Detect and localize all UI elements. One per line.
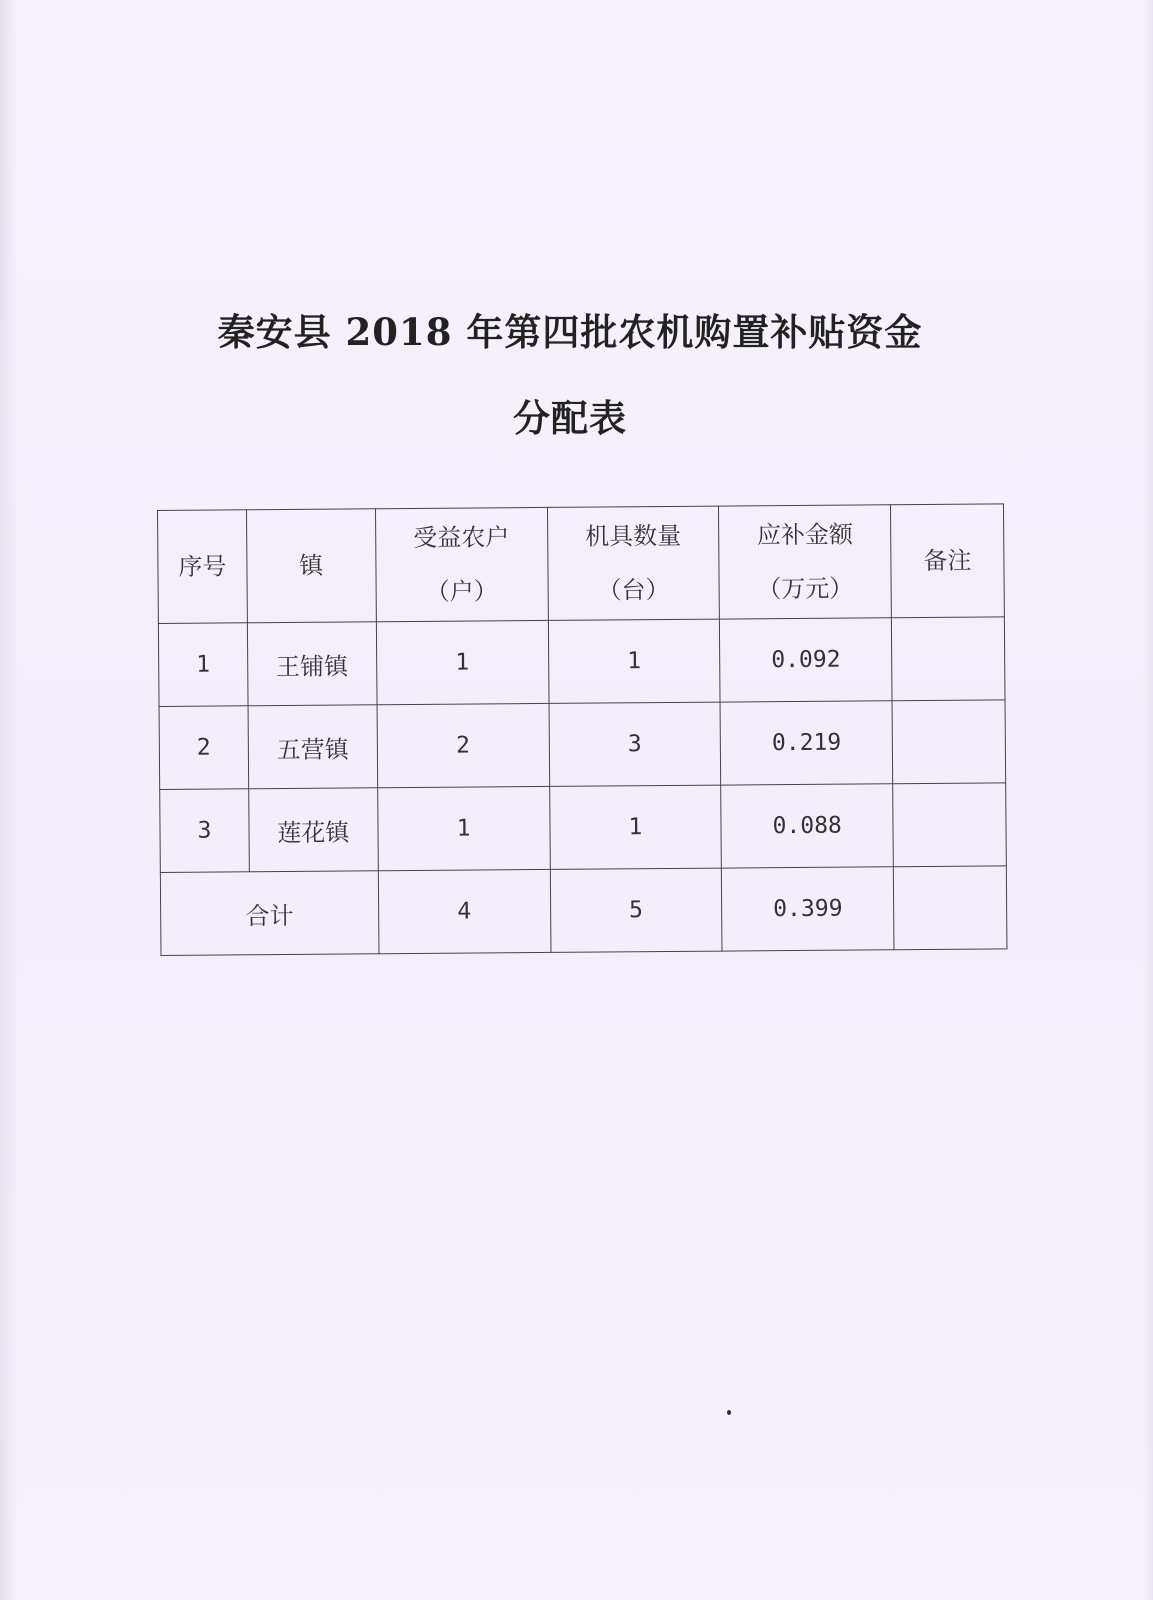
row-seq: 3 bbox=[160, 789, 250, 873]
page-right-edge-shadow bbox=[1143, 0, 1153, 1600]
row-machines: 1 bbox=[549, 785, 721, 869]
allocation-table bbox=[157, 503, 1007, 956]
page-left-edge-shadow bbox=[0, 0, 18, 1600]
header-remark: 备注 bbox=[891, 504, 1005, 618]
row-households: 1 bbox=[376, 620, 548, 704]
header-amount-label: 应补金额 bbox=[756, 520, 854, 550]
total-remark bbox=[893, 866, 1007, 950]
scan-speck bbox=[727, 1410, 731, 1415]
header-machines-label: 机具数量 bbox=[585, 521, 682, 551]
header-machines bbox=[547, 506, 720, 620]
row-households: 1 bbox=[377, 786, 549, 870]
row-amount: 0.088 bbox=[721, 784, 893, 868]
table-row bbox=[159, 700, 1006, 790]
row-town: 王铺镇 bbox=[247, 622, 376, 706]
header-households-unit: （户） bbox=[425, 577, 498, 606]
row-machines: 3 bbox=[549, 702, 721, 786]
document-title: 秦安县 2018 年第四批农机购置补贴资金 bbox=[217, 310, 923, 354]
row-remark bbox=[893, 783, 1007, 867]
header-machines-unit: （台） bbox=[597, 575, 670, 605]
document-subtitle: 分配表 bbox=[513, 396, 627, 440]
row-households: 2 bbox=[377, 703, 549, 787]
total-machines: 5 bbox=[550, 868, 722, 952]
row-amount: 0.092 bbox=[720, 618, 892, 702]
total-households: 4 bbox=[378, 869, 550, 953]
row-amount: 0.219 bbox=[720, 701, 892, 785]
row-remark bbox=[892, 700, 1006, 784]
row-machines: 1 bbox=[548, 619, 720, 703]
row-seq: 2 bbox=[159, 706, 249, 790]
header-amount-unit: （万元） bbox=[757, 574, 854, 604]
table-row bbox=[158, 617, 1005, 707]
header-amount bbox=[719, 505, 892, 619]
row-remark bbox=[891, 617, 1005, 701]
row-town: 莲花镇 bbox=[249, 788, 378, 872]
row-seq: 1 bbox=[158, 623, 248, 707]
header-town: 镇 bbox=[246, 509, 376, 623]
header-households-label: 受益农户 bbox=[413, 523, 510, 552]
table-header-row bbox=[158, 504, 1005, 624]
total-amount: 0.399 bbox=[722, 867, 894, 951]
header-seq: 序号 bbox=[158, 510, 248, 624]
row-town: 五营镇 bbox=[248, 705, 377, 789]
table-row bbox=[160, 783, 1007, 873]
table-total-row bbox=[160, 866, 1007, 956]
total-label: 合计 bbox=[160, 871, 378, 956]
header-households bbox=[375, 507, 548, 621]
